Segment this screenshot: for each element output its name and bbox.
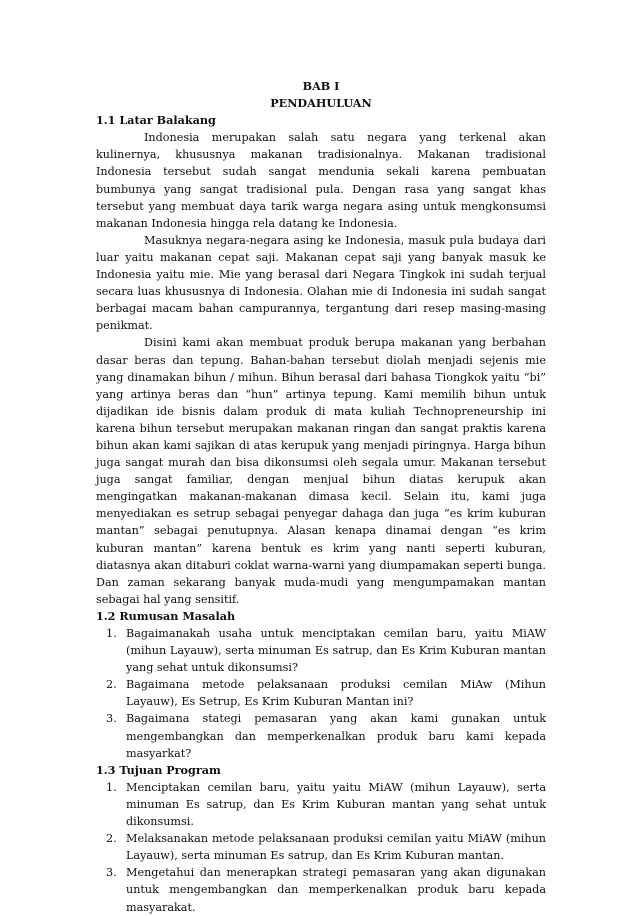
list-marker: 2. (106, 678, 117, 692)
rumusan-masalah-list (96, 625, 546, 762)
tujuan-program-list (96, 779, 546, 916)
list-marker: 1. (106, 780, 117, 794)
paragraph: Indonesia merupakan salah satu negara yang terkenal akan kulinernya, khususnya makanan tradisionalnya. Makanan tradisional Indonesia tersebut sudah sangat mendunia sekali karena pembuatan bumbunya yang sangat tradisional pula. Dengan rasa yang sangat khas tersebut yang membuat daya tarik warga negara asing untuk mengkonsumsi makanan Indonesia hingga rela datang ke Indonesia. (96, 131, 546, 230)
list-item (96, 710, 546, 761)
list-marker: 3. (106, 712, 117, 726)
paragraph: Disini kami akan membuat produk berupa makanan yang berbahan dasar beras dan tepung. Bahan-bahan tersebut diolah menjadi sejenis mie yang dinamakan bihun / mihun. Bihun berasal dari bahasa Tiongkok yaitu “bi” yang artinya beras dan “hun” artinya tepung. Kami memilih bihun untuk dijadikan ide bisnis dalam produk di mata kuliah Technopreneurship ini karena bihun tersebut merupakan makanan ringan dan sangat praktis karena bihun akan kami sajikan di atas kerupuk yang menjadi piringnya. Harga bihun juga sangat murah dan bisa dikonsumsi oleh segala umur. Makanan tersebut juga sangat familiar, dengan menjual bihun diatas kerupuk akan mengingatkan makanan-makanan dimasa kecil. Selain itu, kami juga menyediakan es setrup sebagai penyegar dahaga dan juga “es krim kuburan mantan” sebagai penutupnya. Alasan kenapa dinamai dengan “es krim kuburan mantan” karena bentuk es krim yang nanti seperti kuburan, diatasnya akan ditaburi coklat warna-warni yang diumpamakan seperti bunga. Dan zaman sekarang banyak muda-mudi yang mengumpamakan mantan sebagai hal yang sensitif. (96, 336, 546, 606)
list-item-text: Bagaimana stategi pemasaran yang akan kami gunakan untuk mengembangkan dan memperkenalkan produk baru kami kepada masyarkat? (126, 712, 546, 760)
list-item-text: Menciptakan cemilan baru, yaitu yaitu MiAW (mihun Layauw), serta minuman Es satrup, dan Es Krim Kuburan mantan yang sehat untuk dikonsumsi. (126, 780, 546, 829)
section-heading-tujuan-program: 1.3 Tujuan Program (96, 762, 221, 777)
list-item-text: Bagaimana metode pelaksanaan produksi cemilan MiAw (Mihun Layauw), Es Setrup, Es Krim Kuburan Mantan ini? (126, 678, 546, 709)
chapter-number: BAB I (302, 79, 340, 93)
section-heading-rumusan-masalah: 1.2 Rumusan Masalah (96, 608, 236, 623)
list-item (96, 625, 546, 676)
chapter-title: PENDAHULUAN (270, 96, 372, 111)
list-item (96, 864, 546, 915)
list-item-text: Mengetahui dan menerapkan strategi pemasaran yang akan digunakan untuk mengembangkan dan memperkenalkan produk baru kepada masyarakat. (126, 866, 546, 914)
section-heading-latar-belakang: 1.1 Latar Balakang (96, 113, 216, 128)
paragraph: Masuknya negara-negara asing ke Indonesia, masuk pula budaya dari luar yaitu makanan cepat saji. Makanan cepat saji yang banyak masuk ke Indonesia yaitu mie. Mie yang berasal dari Negara Tingkok ini sudah terjual secara luas khususnya di Indonesia. Olahan mie di Indonesia ini sudah sangat berbagai macam bahan campurannya, tergantung dari resep masing-masing penikmat. (96, 233, 546, 333)
list-marker: 2. (106, 832, 117, 846)
list-item (96, 830, 546, 864)
list-item-text: Bagaimanakah usaha untuk menciptakan cemilan baru, yaitu MiAW (mihun Layauw), serta minuman Es satrup, dan Es Krim Kuburan mantan yang sehat untuk dikonsumsi? (126, 627, 546, 675)
list-marker: 3. (106, 866, 117, 880)
list-item (96, 676, 546, 710)
list-marker: 1. (106, 627, 117, 640)
list-item (96, 779, 546, 830)
list-item-text: Melaksanakan metode pelaksanaan produksi cemilan yaitu MiAW (mihun Layauw), serta minuman Es satrup, dan Es Krim Kuburan mantan. (126, 832, 546, 863)
